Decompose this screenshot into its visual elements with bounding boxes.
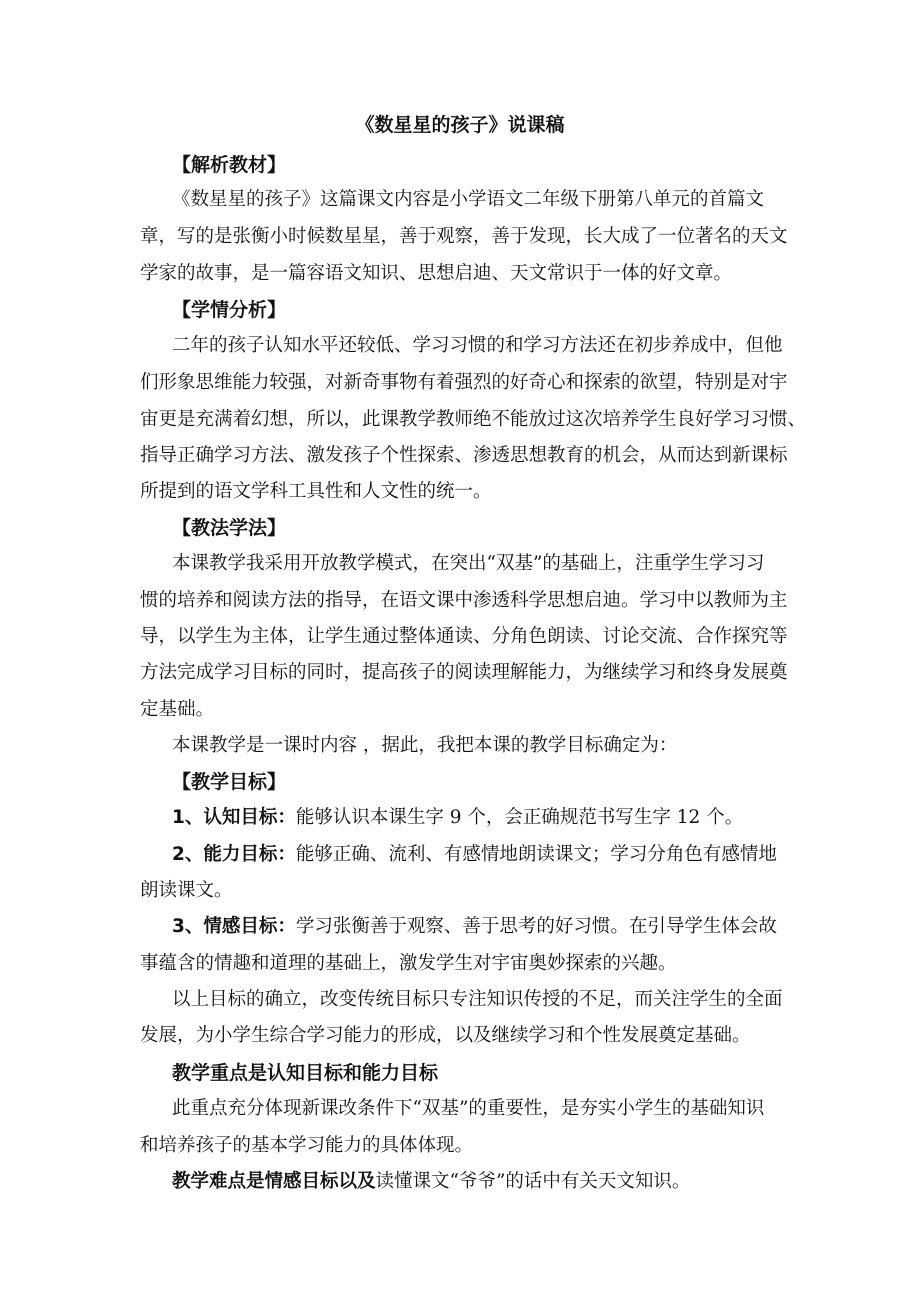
section-heading-textbook: 【解析教材】 xyxy=(172,154,287,176)
paragraph-line: 导，以学生为主体，让学生通过整体通读、分角色朗读、讨论交流、合作探究等 xyxy=(140,626,788,647)
paragraph-line: 本课教学我采用开放教学模式，在突出“双基”的基础上，注重学生学习习 xyxy=(172,553,765,574)
paragraph-line: 定基础。 xyxy=(140,699,215,720)
section-heading-students: 【学情分析】 xyxy=(172,299,287,321)
paragraph-line: 方法完成学习目标的同时，提高孩子的阅读理解能力，为继续学习和终身发展奠 xyxy=(140,662,788,683)
paragraph-line: 学家的故事，是一篇容语文知识、思想启迪、天文常识于一体的好文章。 xyxy=(140,263,733,284)
goal-item-ability xyxy=(172,840,777,866)
paragraph-line: 朗读课文。 xyxy=(140,880,233,901)
paragraph-line: 以上目标的确立，改变传统目标只专注知识传授的不足，而关注学生的全面 xyxy=(172,989,783,1010)
paragraph-line: 此重点充分体现新课改条件下“双基”的重要性，是夯实小学生的基础知识 xyxy=(172,1098,765,1119)
paragraph-line: 发展，为小学生综合学习能力的形成，以及继续学习和个性发展奠定基础。 xyxy=(140,1025,751,1046)
goal-label: 1、认知目标： xyxy=(172,807,296,828)
paragraph-line: 宙更是充满着幻想，所以，此课教学教师绝不能放过这次培养学生良好学习习惯、 xyxy=(140,409,807,430)
paragraph-line: 所提到的语文学科工具性和人文性的统一。 xyxy=(140,481,492,502)
section-heading-methods: 【教法学法】 xyxy=(172,517,287,539)
paragraph-line: 惯的培养和阅读方法的指导，在语文课中渗透科学思想启迪。学习中以教师为主 xyxy=(140,590,788,611)
paragraph-line: 指导正确学习方法、激发孩子个性探索、渗透思想教育的机会，从而达到新课标 xyxy=(140,445,788,466)
goal-item-emotion xyxy=(172,912,777,938)
document-title: 《数星星的孩子》说课稿 xyxy=(355,114,565,136)
paragraph-line: 章，写的是张衡小时候数星星，善于观察，善于发现，长大成了一位著名的天文 xyxy=(140,226,788,247)
difficulty-text: 读懂课文“爷爷”的话中有关天文知识。 xyxy=(375,1171,691,1192)
paragraph-line: 《数星星的孩子》这篇课文内容是小学语文二年级下册第八单元的首篇文 xyxy=(172,189,765,210)
paragraph-line: 二年的孩子认知水平还较低、学习习惯的和学习方法还在初步养成中，但他 xyxy=(172,335,783,356)
paragraph-line: 事蕴含的情趣和道理的基础上，激发学生对宇宙奥妙探索的兴趣。 xyxy=(140,953,677,974)
goal-text: 能够认识本课生字 9 个，会正确规范书写生字 12 个。 xyxy=(295,807,744,828)
goal-text: 学习张衡善于观察、善于思考的好习惯。在引导学生体会故 xyxy=(295,916,777,937)
paragraph-line: 们形象思维能力较强，对新奇事物有着强烈的好奇心和探索的欲望，特别是对宇 xyxy=(140,372,788,393)
paragraph-line: 和培养孩子的基本学习能力的具体体现。 xyxy=(140,1135,474,1156)
paragraph-line: 本课教学是一课时内容 ，据此，我把本课的教学目标确定为： xyxy=(172,735,678,756)
difficulty-label: 教学难点是情感目标以及 xyxy=(172,1171,376,1192)
goal-label: 2、能力目标： xyxy=(172,844,296,865)
difficulty-line xyxy=(172,1167,690,1193)
key-point-heading: 教学重点是认知目标和能力目标 xyxy=(172,1062,439,1084)
goal-label: 3、情感目标： xyxy=(172,916,296,937)
section-heading-goals: 【教学目标】 xyxy=(172,771,287,793)
goal-text: 能够正确、流利、有感情地朗读课文；学习分角色有感情地 xyxy=(295,844,777,865)
goal-item-cognitive xyxy=(172,803,743,829)
